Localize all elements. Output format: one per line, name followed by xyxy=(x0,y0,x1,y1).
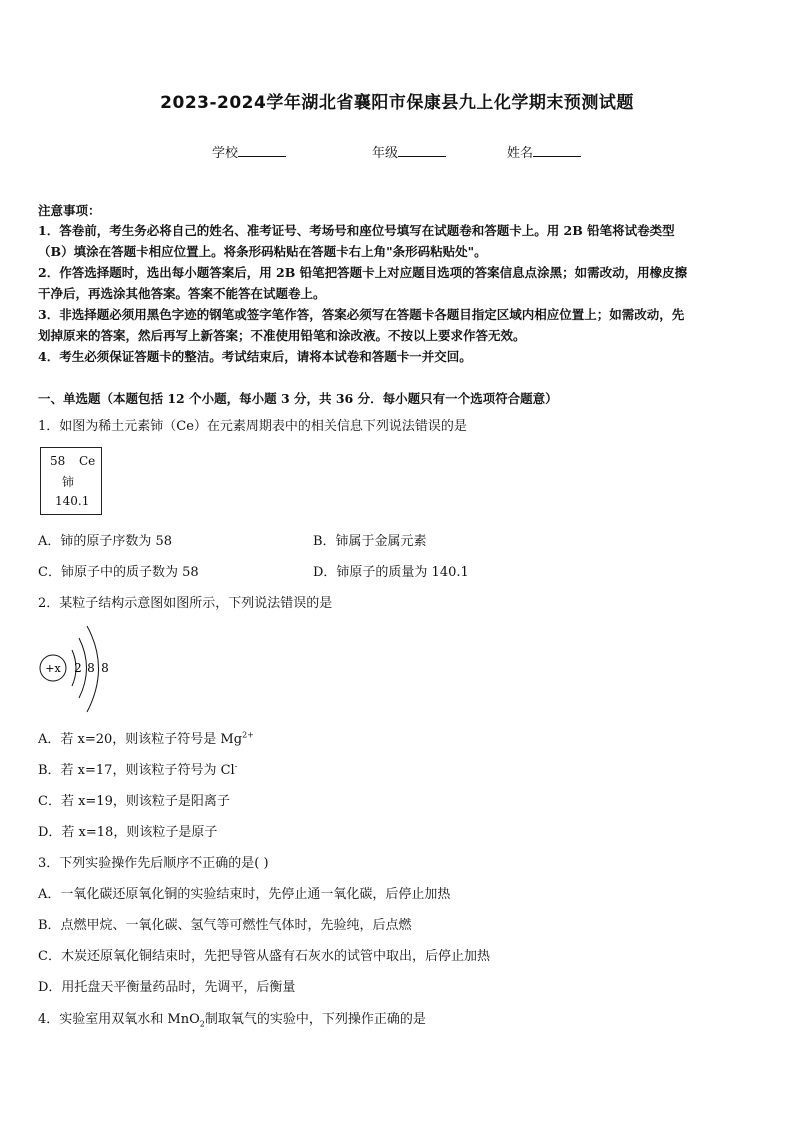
q2-option-c: C．若 x=19，则该粒子是阳离子 xyxy=(38,794,230,809)
nucleus-charge: +x xyxy=(45,662,61,675)
element-tile xyxy=(40,447,102,515)
section-heading: 一、单选题（本题包括 12 个小题，每小题 3 分，共 36 分．每小题只有一个选项符合题意） xyxy=(38,391,558,406)
q4-stem-b: 制取氧气的实验中，下列操作正确的是 xyxy=(204,1012,426,1027)
q2-option-a xyxy=(38,728,254,747)
charge-superscript: - xyxy=(234,761,238,771)
q4-stem-a: 4．实验室用双氧水和 MnO xyxy=(38,1012,200,1027)
q3-option-c: C．木炭还原氧化铜结束时，先把导管从盛有石灰水的试管中取出，后停止加热 xyxy=(38,949,490,964)
q3-option-a: A．一氧化碳还原氧化铜的实验结束时，先停止通一氧化碳，后停止加热 xyxy=(38,887,451,902)
note-line: 干净后，再选涂其他答案。答案不能答在试题卷上。 xyxy=(38,286,326,301)
shell-electrons: 8 xyxy=(101,661,109,675)
shell-electrons: 2 xyxy=(74,661,82,675)
name-label: 姓名 xyxy=(507,146,534,161)
shell-electrons: 8 xyxy=(87,661,95,675)
q3-option-d: D．用托盘天平衡量药品时，先调平，后衡量 xyxy=(38,980,296,995)
atomic-number: 58 xyxy=(50,454,66,468)
charge-superscript: 2+ xyxy=(242,730,254,740)
school-blank xyxy=(238,144,286,157)
note-line: 2．作答选择题时，选出每小题答案后，用 2B 铅笔把答题卡上对应题目选项的答案信息点涂黑；如需改动，用橡皮擦 xyxy=(38,265,688,280)
q2-option-a-text: A．若 x=20，则该粒子符号是 Mg xyxy=(38,732,243,747)
grade-blank xyxy=(398,144,446,157)
note-line: 1．答卷前，考生务必将自己的姓名、准考证号、考场号和座位号填写在试题卷和答题卡上。用 2B 铅笔将试卷类型 xyxy=(38,223,675,238)
grade-field xyxy=(372,142,446,161)
q1-option-a: A．铈的原子序数为 58 xyxy=(38,534,173,549)
q2-stem: 2．某粒子结构示意图如图所示，下列说法错误的是 xyxy=(38,596,333,611)
q3-stem: 3．下列实验操作先后顺序不正确的是( ) xyxy=(38,856,269,871)
page-title: 2023-2024学年湖北省襄阳市保康县九上化学期末预测试题 xyxy=(160,93,634,113)
note-line: （B）填涂在答题卡相应位置上。将条形码粘贴在答题卡右上角"条形码粘贴处"。 xyxy=(38,244,487,259)
q2-option-b-text: B．若 x=17，则该粒子符号为 Cl xyxy=(38,763,235,778)
name-field xyxy=(507,142,581,161)
notes-heading: 注意事项： xyxy=(38,203,101,218)
note-line: 3．非选择题必须用黑色字迹的钢笔或签字笔作答，答案必须写在答题卡各题目指定区域内相应位置上；如需改动，先 xyxy=(38,307,685,322)
name-blank xyxy=(533,144,581,157)
atom-structure-diagram xyxy=(36,620,126,720)
q3-option-b: B．点燃甲烷、一氧化碳、氢气等可燃性气体时，先验纯，后点燃 xyxy=(38,918,412,933)
note-line: 划掉原来的答案，然后再写上新答案；不准使用铅笔和涂改液。不按以上要求作答无效。 xyxy=(38,328,526,343)
note-line: 4．考生必须保证答题卡的整洁。考试结束后，请将本试卷和答题卡一并交回。 xyxy=(38,349,472,364)
school-label: 学校 xyxy=(212,146,239,161)
q1-stem: 1．如图为稀土元素铈（Ce）在元素周期表中的相关信息下列说法错误的是 xyxy=(38,419,467,434)
q1-option-c: C．铈原子中的质子数为 58 xyxy=(38,565,199,580)
school-field xyxy=(212,142,286,161)
q1-option-d: D．铈原子的质量为 140.1 xyxy=(313,565,469,580)
element-name: 铈 xyxy=(62,475,75,489)
q2-option-b xyxy=(38,759,237,778)
subscript: 2 xyxy=(199,1019,205,1029)
q2-option-d: D．若 x=18，则该粒子是原子 xyxy=(38,825,218,840)
atomic-mass: 140.1 xyxy=(55,494,90,508)
q4-stem xyxy=(38,1008,426,1029)
q1-option-b: B．铈属于金属元素 xyxy=(313,534,427,549)
element-symbol: Ce xyxy=(79,454,96,468)
grade-label: 年级 xyxy=(372,146,399,161)
